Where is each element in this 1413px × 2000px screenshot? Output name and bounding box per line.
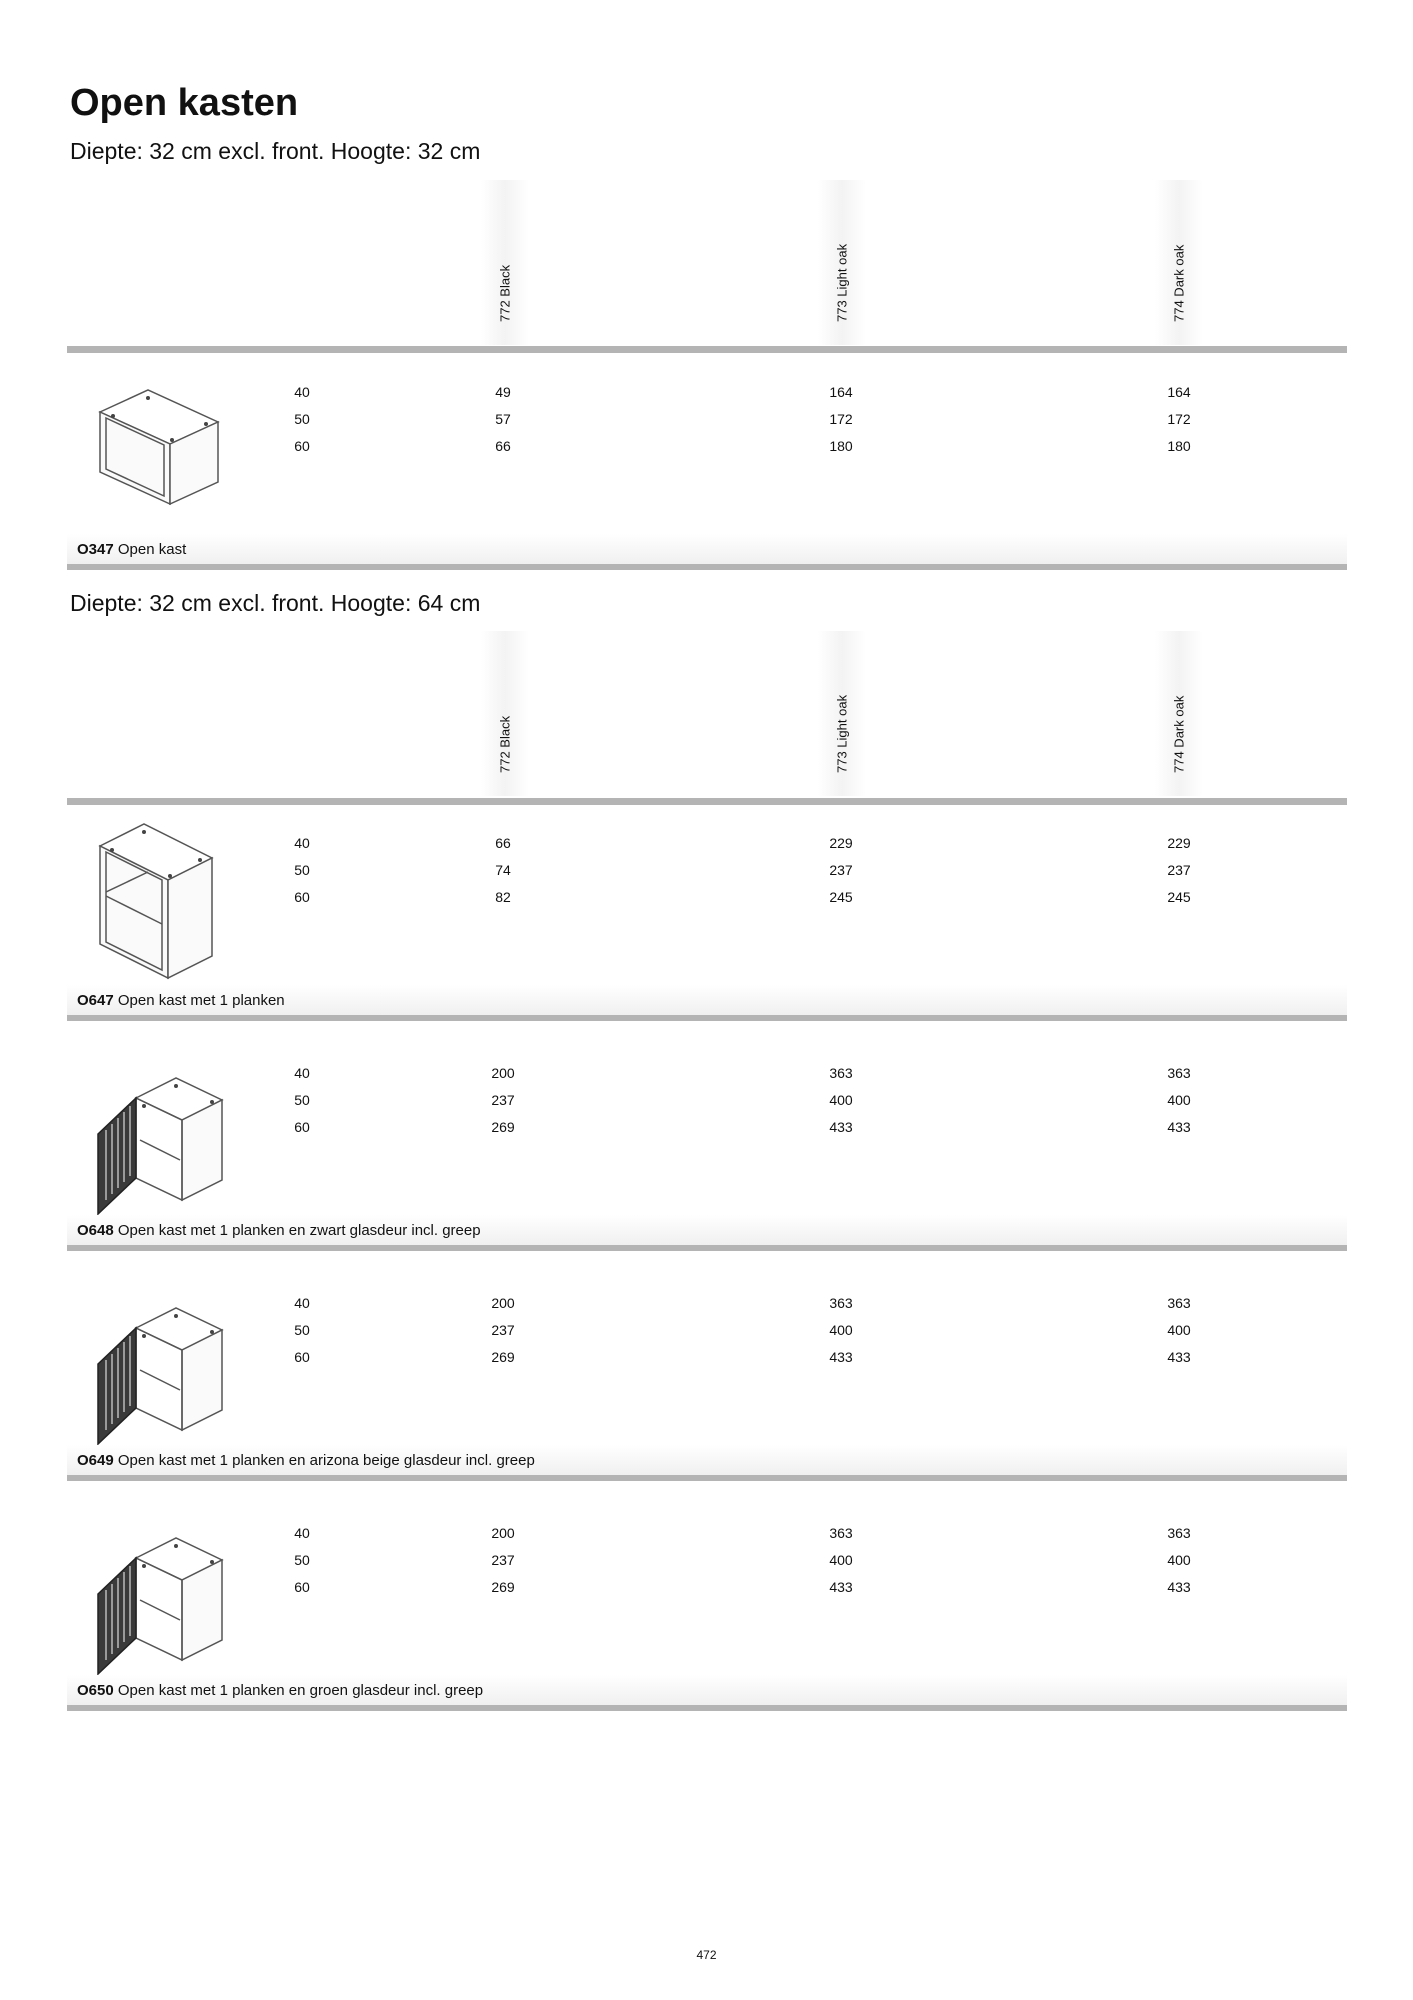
product-code: O649 <box>77 1452 114 1469</box>
price-black-cell: 237 <box>491 1322 515 1338</box>
product-code: O648 <box>77 1222 114 1239</box>
column-header-light-oak <box>818 631 866 796</box>
price-light-oak-cell: 400 <box>829 1092 853 1108</box>
price-black-cell: 200 <box>491 1295 515 1311</box>
product-description: Open kast met 1 planken en arizona beige glasdeur incl. greep <box>117 1452 535 1469</box>
price-black-cell: 49 <box>495 384 511 400</box>
size-cell: 60 <box>294 1349 310 1365</box>
price-dark-oak-cell: 433 <box>1167 1349 1191 1365</box>
column-header-light-oak <box>818 180 866 345</box>
price-light-oak-cell: 400 <box>829 1552 853 1568</box>
open-cabinet-icon <box>88 372 228 542</box>
column-header-label: 772 Black <box>497 264 513 322</box>
price-dark-oak-cell: 400 <box>1167 1552 1191 1568</box>
product-description: Open kast met 1 planken en groen glasdeur incl. greep <box>117 1682 484 1699</box>
price-black-cell: 200 <box>491 1065 515 1081</box>
cabinet-glass-door-icon <box>88 1060 228 1230</box>
size-cell: 40 <box>294 1065 310 1081</box>
price-light-oak-cell: 433 <box>829 1579 853 1595</box>
product-caption <box>67 1675 1347 1711</box>
cabinet-glass-door-icon <box>88 1290 228 1460</box>
column-header-label: 774 Dark oak <box>1171 244 1187 322</box>
product-caption <box>67 534 1347 570</box>
size-cell: 50 <box>294 1092 310 1108</box>
section-subtitle: Diepte: 32 cm excl. front. Hoogte: 32 cm <box>70 138 481 164</box>
price-black-cell: 237 <box>491 1092 515 1108</box>
price-black-cell: 237 <box>491 1552 515 1568</box>
column-header-black <box>481 180 529 345</box>
price-dark-oak-cell: 237 <box>1167 862 1191 878</box>
page-number: 472 <box>696 1948 717 1962</box>
price-black-cell: 66 <box>495 438 511 454</box>
column-header-dark-oak <box>1155 180 1203 345</box>
price-light-oak-cell: 245 <box>829 889 853 905</box>
size-cell: 50 <box>294 1552 310 1568</box>
price-black-cell: 269 <box>491 1119 515 1135</box>
price-black-cell: 66 <box>495 835 511 851</box>
section-subtitle: Diepte: 32 cm excl. front. Hoogte: 64 cm <box>70 590 481 616</box>
price-dark-oak-cell: 363 <box>1167 1295 1191 1311</box>
product-caption <box>67 1445 1347 1481</box>
price-black-cell: 82 <box>495 889 511 905</box>
size-cell: 60 <box>294 1579 310 1595</box>
column-header-label: 772 Black <box>497 715 513 773</box>
product-code: O347 <box>77 541 114 558</box>
size-cell: 50 <box>294 411 310 427</box>
size-cell: 60 <box>294 1119 310 1135</box>
price-light-oak-cell: 180 <box>829 438 853 454</box>
product-code: O650 <box>77 1682 114 1699</box>
price-light-oak-cell: 229 <box>829 835 853 851</box>
size-cell: 40 <box>294 835 310 851</box>
price-black-cell: 200 <box>491 1525 515 1541</box>
column-header-black <box>481 631 529 796</box>
price-black-cell: 269 <box>491 1579 515 1595</box>
column-header-label: 774 Dark oak <box>1171 695 1187 773</box>
price-light-oak-cell: 433 <box>829 1349 853 1365</box>
price-dark-oak-cell: 172 <box>1167 411 1191 427</box>
product-caption <box>67 1215 1347 1251</box>
price-black-cell: 57 <box>495 411 511 427</box>
price-light-oak-cell: 363 <box>829 1065 853 1081</box>
price-black-cell: 74 <box>495 862 511 878</box>
price-black-cell: 269 <box>491 1349 515 1365</box>
price-light-oak-cell: 363 <box>829 1525 853 1541</box>
product-description: Open kast met 1 planken en zwart glasdeur incl. greep <box>117 1222 481 1239</box>
size-cell: 50 <box>294 862 310 878</box>
product-description: Open kast <box>117 541 187 558</box>
column-header-dark-oak <box>1155 631 1203 796</box>
size-cell: 40 <box>294 384 310 400</box>
column-header-label: 773 Light oak <box>834 243 850 322</box>
price-dark-oak-cell: 400 <box>1167 1092 1191 1108</box>
price-dark-oak-cell: 164 <box>1167 384 1191 400</box>
open-cabinet-shelf-icon <box>88 818 228 988</box>
price-light-oak-cell: 363 <box>829 1295 853 1311</box>
cabinet-glass-door-icon <box>88 1520 228 1690</box>
price-dark-oak-cell: 363 <box>1167 1065 1191 1081</box>
product-caption <box>67 985 1347 1021</box>
price-light-oak-cell: 164 <box>829 384 853 400</box>
price-dark-oak-cell: 433 <box>1167 1119 1191 1135</box>
header-rule <box>67 346 1347 353</box>
size-cell: 40 <box>294 1525 310 1541</box>
size-cell: 50 <box>294 1322 310 1338</box>
header-rule <box>67 798 1347 805</box>
price-dark-oak-cell: 363 <box>1167 1525 1191 1541</box>
price-light-oak-cell: 172 <box>829 411 853 427</box>
price-light-oak-cell: 433 <box>829 1119 853 1135</box>
size-cell: 60 <box>294 889 310 905</box>
price-light-oak-cell: 400 <box>829 1322 853 1338</box>
size-cell: 40 <box>294 1295 310 1311</box>
price-dark-oak-cell: 229 <box>1167 835 1191 851</box>
price-dark-oak-cell: 245 <box>1167 889 1191 905</box>
price-dark-oak-cell: 400 <box>1167 1322 1191 1338</box>
product-code: O647 <box>77 992 114 1009</box>
size-cell: 60 <box>294 438 310 454</box>
column-header-label: 773 Light oak <box>834 694 850 773</box>
price-dark-oak-cell: 433 <box>1167 1579 1191 1595</box>
page-title: Open kasten <box>70 82 299 124</box>
price-light-oak-cell: 237 <box>829 862 853 878</box>
product-description: Open kast met 1 planken <box>117 992 285 1009</box>
price-dark-oak-cell: 180 <box>1167 438 1191 454</box>
